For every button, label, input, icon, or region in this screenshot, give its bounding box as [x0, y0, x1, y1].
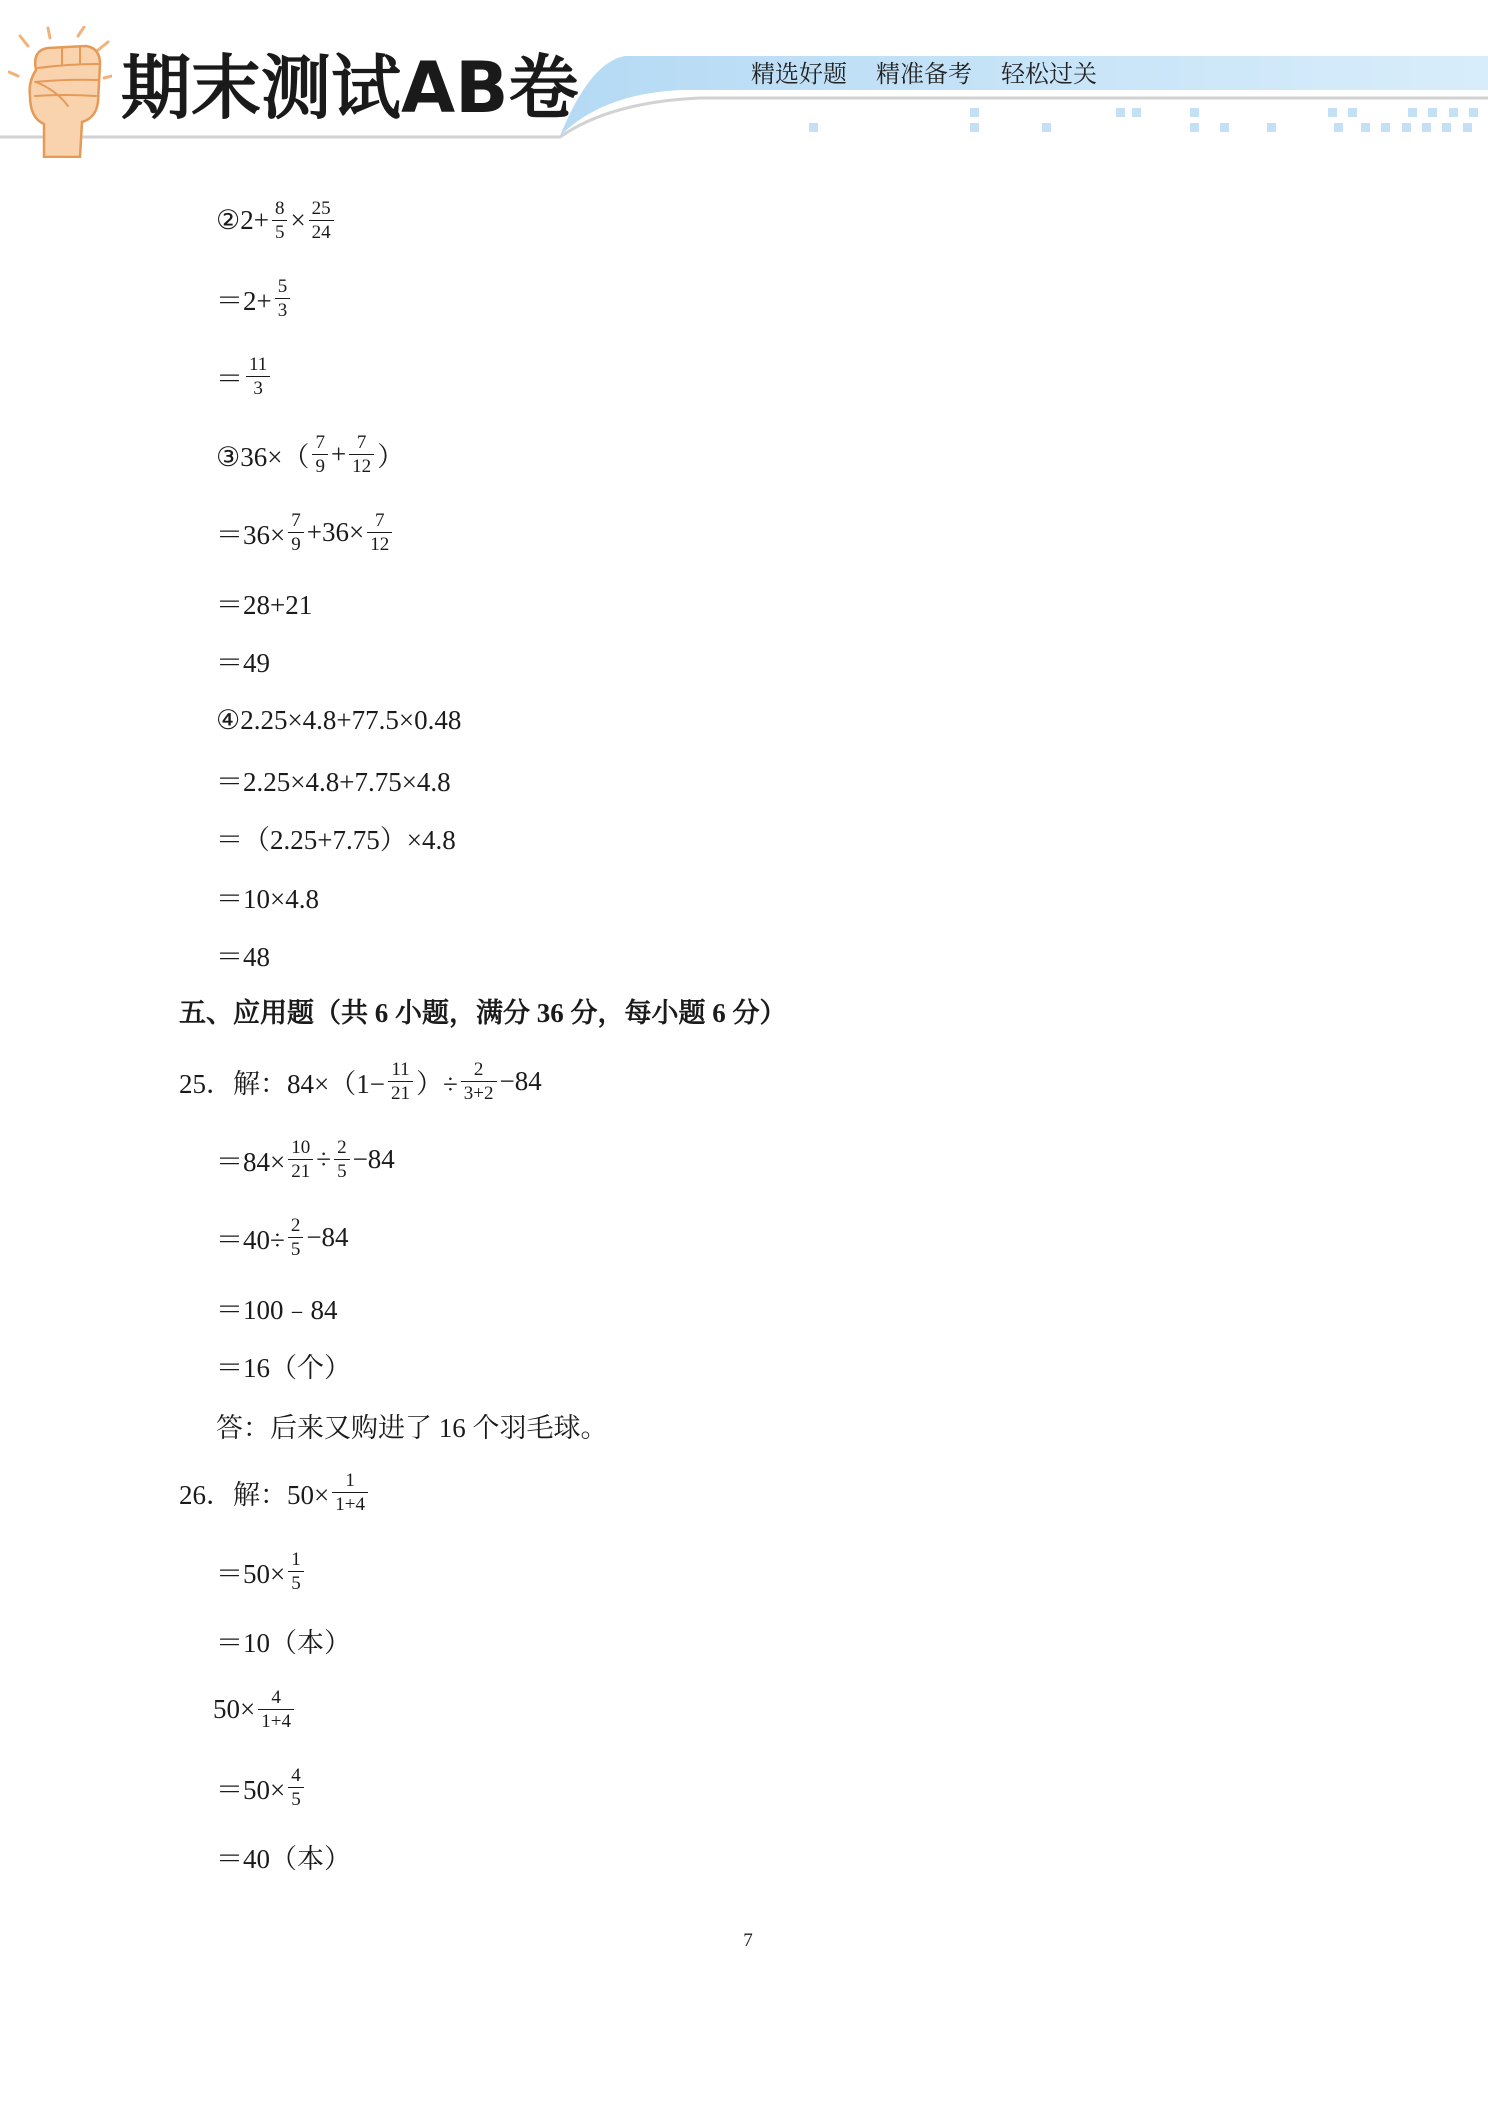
decorative-square [1449, 108, 1458, 117]
expression-text: + [330, 438, 347, 469]
question-line [179, 1051, 542, 1111]
solution-line [216, 424, 404, 484]
fraction [388, 1058, 413, 1105]
fraction-numerator: 4 [271, 1686, 281, 1708]
decorative-square [1348, 108, 1357, 117]
solution-line [216, 1757, 307, 1817]
decorative-square [1220, 123, 1229, 132]
expression-text: ＝84× [216, 1146, 286, 1177]
fraction-denominator: 5 [334, 1159, 350, 1183]
expression-text: ＝ [216, 363, 243, 394]
header-tagline-item: 精准备考 [876, 60, 972, 88]
expression-text: ＝2+ [216, 285, 272, 316]
fraction [288, 1548, 304, 1595]
fraction-denominator: 5 [288, 1787, 304, 1811]
fraction-numerator: 1 [291, 1548, 301, 1570]
fraction [246, 353, 270, 400]
solution-line [216, 924, 270, 984]
decorative-square [1442, 123, 1451, 132]
solution-line [216, 866, 319, 926]
solution-line [216, 1826, 351, 1886]
expression-text: ＝50× [216, 1558, 286, 1589]
solution-line [216, 346, 273, 406]
expression-text: ＝（2.25+7.75）×4.8 [216, 824, 456, 855]
solution-line [216, 690, 461, 750]
decorative-square [1408, 108, 1417, 117]
fraction [288, 1214, 304, 1261]
fraction-numerator: 4 [291, 1764, 301, 1786]
fraction-numerator: 2 [337, 1136, 347, 1158]
raised-fist-icon [8, 26, 112, 158]
fraction-numerator: 11 [249, 353, 268, 375]
solution-line [216, 1277, 338, 1337]
decorative-square [970, 108, 979, 117]
decorative-square [1190, 123, 1199, 132]
expression-text: 26．解：50× [179, 1479, 330, 1510]
expression-text: ） [377, 441, 405, 472]
expression-text: ＝2.25×4.8+7.75×4.8 [216, 766, 451, 797]
answer-line [216, 1395, 608, 1455]
page-number: 7 [743, 1930, 753, 1951]
fraction-numerator: 7 [291, 509, 301, 531]
fraction [309, 197, 334, 244]
expression-text: ＝50× [216, 1774, 286, 1805]
solution-line [216, 502, 395, 562]
solution-line [216, 190, 337, 250]
fraction-denominator: 12 [367, 532, 392, 556]
decorative-square [1116, 108, 1125, 117]
solution-line [216, 1610, 351, 1670]
expression-text: ②2+ [216, 204, 269, 235]
fraction-denominator: 1+4 [258, 1709, 294, 1733]
expression-text: × [290, 204, 306, 235]
decorative-square [1042, 123, 1051, 132]
fraction [367, 509, 392, 556]
fraction [275, 275, 291, 322]
expression-text: +36× [306, 516, 365, 547]
fraction [258, 1686, 294, 1733]
fraction [288, 1136, 313, 1183]
fraction-denominator: 3+2 [461, 1081, 497, 1105]
decorative-square [1132, 108, 1141, 117]
expression-text: −84 [306, 1221, 349, 1252]
fraction-denominator: 24 [309, 220, 334, 244]
decorative-square [1334, 123, 1343, 132]
expression-text: ④2.25×4.8+77.5×0.48 [216, 704, 462, 735]
fraction-numerator: 2 [473, 1058, 484, 1080]
fraction-numerator: 1 [345, 1469, 355, 1491]
fraction-numerator: 11 [391, 1058, 410, 1080]
fraction-denominator: 3 [275, 298, 291, 322]
decorative-square [1361, 123, 1370, 132]
question-line [179, 1462, 371, 1522]
fraction [332, 1469, 368, 1516]
decorative-square [1422, 123, 1431, 132]
fraction [334, 1136, 350, 1183]
solution-line [216, 268, 293, 328]
expression-text: ＝48 [216, 941, 270, 972]
fraction-denominator: 5 [288, 1237, 304, 1261]
expression-text: ＝16（个） [216, 1352, 351, 1383]
fraction-denominator: 9 [312, 454, 328, 478]
expression-text: 答：后来又购进了 16 个羽毛球。 [216, 1412, 608, 1443]
solution-line [216, 572, 312, 632]
fraction-denominator: 5 [288, 1571, 304, 1595]
fraction-numerator: 25 [311, 197, 331, 219]
expression-text: ＝49 [216, 647, 270, 678]
expression-text: 50× [213, 1693, 256, 1724]
fraction-denominator: 5 [272, 220, 288, 244]
expression-text: ＝10×4.8 [216, 883, 319, 914]
fraction-numerator: 5 [277, 275, 288, 297]
decorative-squares [809, 108, 1478, 132]
fraction-denominator: 21 [388, 1081, 413, 1105]
fraction-numerator: 7 [356, 431, 367, 453]
header-tagline-item: 轻松过关 [1001, 60, 1097, 88]
expression-text: ＝28+21 [216, 589, 313, 620]
fraction-numerator: 2 [290, 1214, 301, 1236]
solution-line [213, 1679, 297, 1739]
decorative-square [1428, 108, 1437, 117]
fraction-denominator: 12 [349, 454, 374, 478]
solution-line [216, 1207, 349, 1267]
decorative-square [1267, 123, 1276, 132]
expression-text: ③36×（ [216, 441, 310, 472]
fraction-denominator: 9 [288, 532, 304, 556]
decorative-square [1328, 108, 1337, 117]
decorative-square [809, 123, 818, 132]
decorative-square [1381, 123, 1390, 132]
solution-line [216, 807, 456, 867]
fraction-denominator: 21 [288, 1159, 313, 1183]
expression-text: −84 [499, 1065, 542, 1096]
fraction [312, 431, 328, 478]
fraction-denominator: 1+4 [332, 1492, 368, 1516]
expression-text: ＝40（本） [216, 1843, 351, 1874]
solution-line [216, 1129, 395, 1189]
fraction-numerator: 10 [291, 1136, 311, 1158]
expression-text: ＝36× [216, 519, 286, 550]
solution-line [216, 1335, 351, 1395]
fraction [288, 509, 304, 556]
solution-line [216, 749, 451, 809]
fraction-numerator: 7 [315, 431, 325, 453]
solution-line [216, 1541, 307, 1601]
expression-text: −84 [352, 1143, 395, 1174]
expression-text: ＝40÷ [216, 1224, 285, 1255]
section-heading: 五、应用题（共 6 小题，满分 36 分，每小题 6 分） [179, 998, 787, 1028]
expression-text: ＝100﹣84 [216, 1294, 338, 1325]
fraction-numerator: 8 [274, 197, 285, 219]
decorative-square [1402, 123, 1411, 132]
expression-text: ）÷ [415, 1068, 458, 1099]
decorative-square [970, 123, 979, 132]
expression-text: 25．解：84×（1− [179, 1068, 385, 1099]
fraction [349, 431, 374, 478]
fraction [461, 1058, 497, 1105]
header-title: 期末测试AB卷 [121, 47, 579, 129]
expression-text: ＝10（本） [216, 1627, 351, 1658]
decorative-square [1469, 108, 1478, 117]
fraction [272, 197, 288, 244]
expression-text: ÷ [316, 1143, 332, 1174]
decorative-square [1190, 108, 1199, 117]
solution-line [216, 630, 270, 690]
fraction [288, 1764, 304, 1811]
fraction-numerator: 7 [374, 509, 385, 531]
fraction-denominator: 3 [246, 376, 270, 400]
decorative-square [1463, 123, 1472, 132]
header-tagline-item: 精选好题 [751, 60, 847, 88]
